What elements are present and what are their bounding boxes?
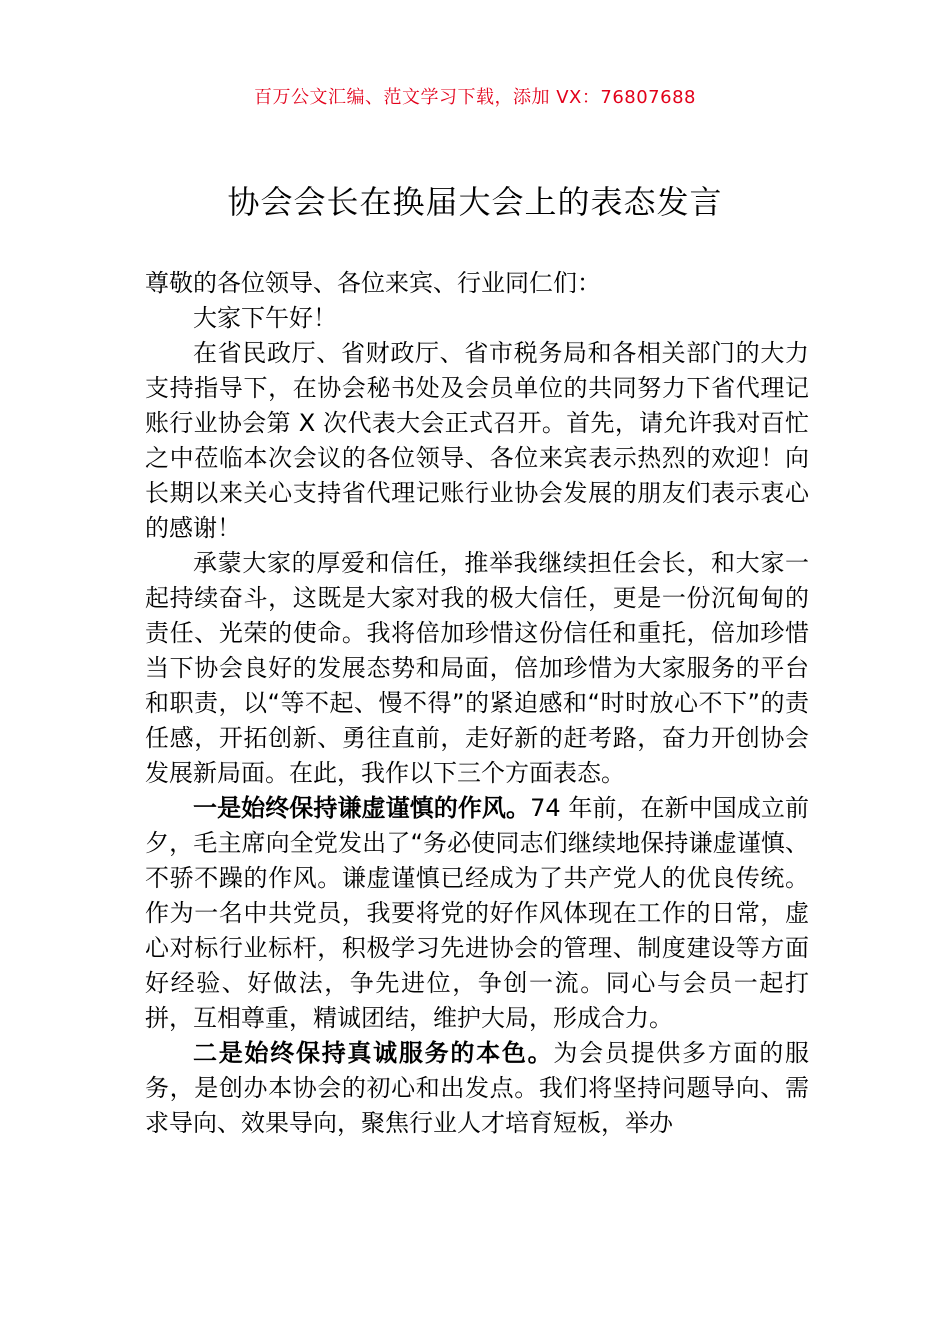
document-body: [145, 266, 809, 1141]
salutation: 尊敬的各位领导、各位来宾、行业同仁们：: [145, 269, 601, 297]
paragraph-commitment: 承蒙大家的厚爱和信任，推举我继续担任会长，和大家一起持续奋斗，这既是大家对我的极大信任，更是一份沉甸甸的责任、光荣的使命。我将倍加珍惜这份信任和重托，倍加珍惜当下协会良好的发展态势和局面，倍加珍惜为大家服务的平台和职责，以“等不起、慢不得”的紧迫感和“时时放心不下”的责任感，开拓创新、勇往直前，走好新的赶考路，奋力开创协会发展新局面。在此，我作以下三个方面表态。: [145, 549, 809, 787]
point-two-text: 为会员提供多方面的服务，是创办本协会的初心和出发点。我们将坚持问题导向、需求导向、效果导向，聚焦行业人才培育短板，举办: [145, 1039, 810, 1137]
greeting: 大家下午好！: [193, 304, 337, 332]
point-one-heading: 一是始终保持谦虚谨慎的作风。: [193, 794, 531, 822]
paragraph-point-two: [145, 1036, 809, 1141]
paragraph-opening: 在省民政厅、省财政厅、省市税务局和各相关部门的大力支持指导下，在协会秘书处及会员单位的共同努力下省代理记账行业协会第 X 次代表大会正式召开。首先，请允许我对百忙之中莅临本次会议的各位领导、各位来宾表示热烈的欢迎！向长期以来关心支持省代理记账行业协会发展的朋友们表示衷心的感谢！: [145, 339, 809, 542]
header-banner: 百万公文汇编、范文学习下载，添加 VX：76807688: [254, 87, 696, 108]
point-two-heading: 二是始终保持真诚服务的本色。: [193, 1039, 554, 1067]
point-one-text: 74 年前，在新中国成立前夕，毛主席向全党发出了“务必使同志们继续地保持谦虚谨慎、不骄不躁的作风。谦虚谨慎已经成为了共产党人的优良传统。作为一名中共党员，我要将党的好作风体现在工作的日常，虚心对标行业标杆，积极学习先进协会的管理、制度建设等方面好经验、好做法，争先进位，争创一流。同心与会员一起打拼，互相尊重，精诚团结，维护大局，形成合力。: [145, 794, 810, 1032]
document-title: 协会会长在换届大会上的表态发言: [227, 183, 723, 221]
paragraph-point-one: [145, 791, 809, 1036]
